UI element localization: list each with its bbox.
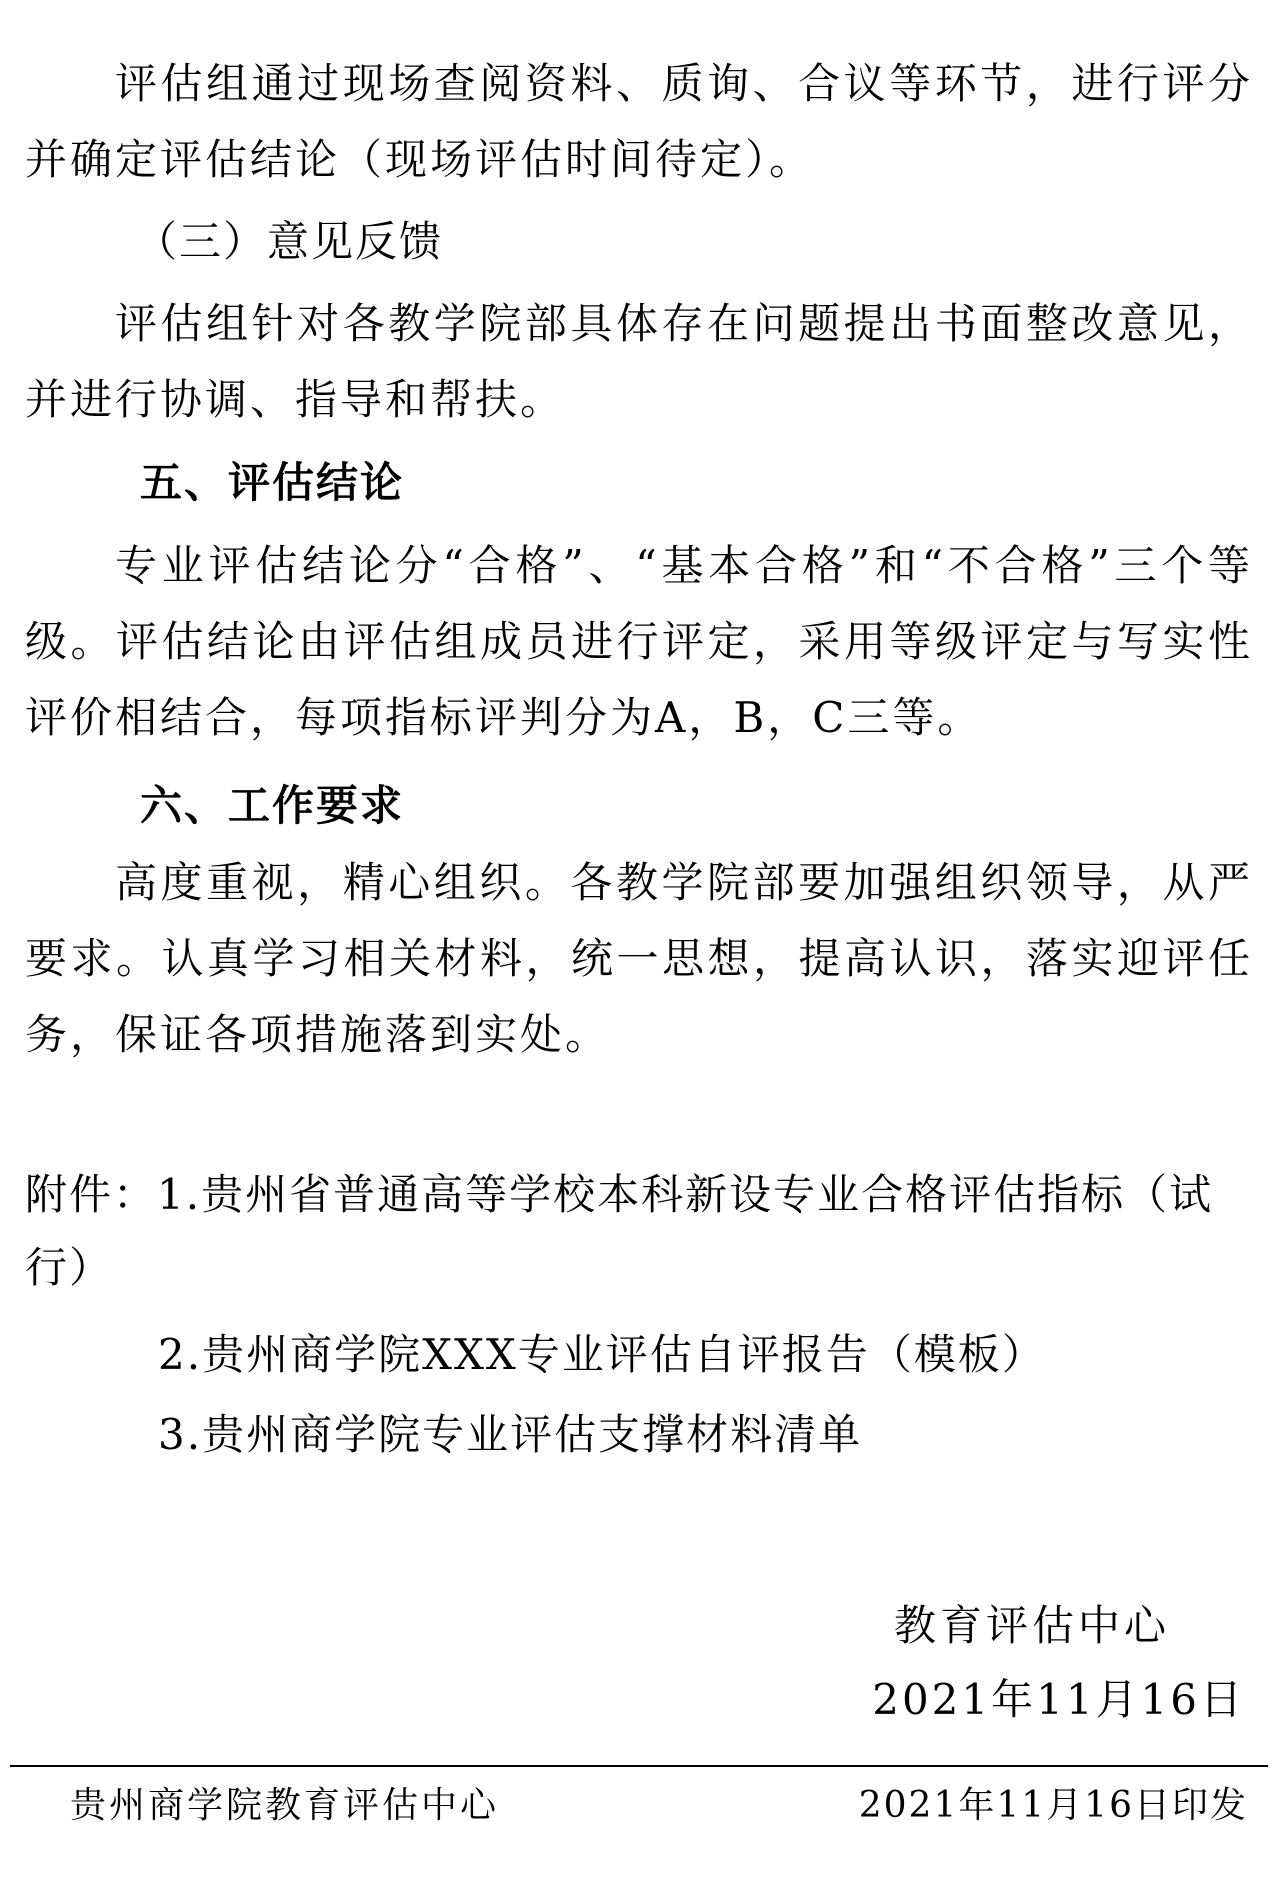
paragraph-feedback: 评估组针对各教学院部具体存在问题提出书面整改意见，并进行协调、指导和帮扶。 xyxy=(25,299,1253,424)
attachment-item-1 xyxy=(25,1158,1253,1304)
heading-conclusion: 五、评估结论 xyxy=(140,458,405,507)
document-page xyxy=(25,0,1253,1891)
footer-issued-date: 2021年11月16日印发 xyxy=(858,1785,1248,1826)
heading-requirements: 六、工作要求 xyxy=(140,781,405,830)
signature-date: 2021年11月16日 xyxy=(872,1675,1245,1724)
paragraph-conclusion: 专业评估结论分“合格”、“基本合格”和“不合格”三个等级。评估结论由评估组成员进行评定，采用等级评定与写实性评价相结合，每项指标评判分为A，B，C三等。 xyxy=(25,541,1253,742)
footer-top-rule xyxy=(10,1765,1268,1767)
attachment-item-1-text: 1.贵州省普通高等学校本科新设专业合格评估指标（试行） xyxy=(25,1170,1214,1292)
heading-feedback: （三）意见反馈 xyxy=(135,217,444,266)
attachments-label: 附件： xyxy=(25,1170,158,1219)
attachment-item-2: 2.贵州商学院XXX专业评估自评报告（模板） xyxy=(158,1330,1046,1379)
paragraph-review-process: 评估组通过现场查阅资料、质询、合议等环节，进行评分并确定评估结论（现场评估时间待定）。 xyxy=(25,59,1253,184)
attachments-list xyxy=(25,1158,1253,1478)
paragraph-requirements: 高度重视，精心组织。各教学院部要加强组织领导，从严要求。认真学习相关材料，统一思想，提高认识，落实迎评任务，保证各项措施落到实处。 xyxy=(25,858,1253,1059)
footer-issuer: 贵州商学院教育评估中心 xyxy=(70,1785,500,1826)
attachment-item-3: 3.贵州商学院专业评估支撑材料清单 xyxy=(158,1410,863,1459)
signature-organization: 教育评估中心 xyxy=(893,1601,1170,1650)
